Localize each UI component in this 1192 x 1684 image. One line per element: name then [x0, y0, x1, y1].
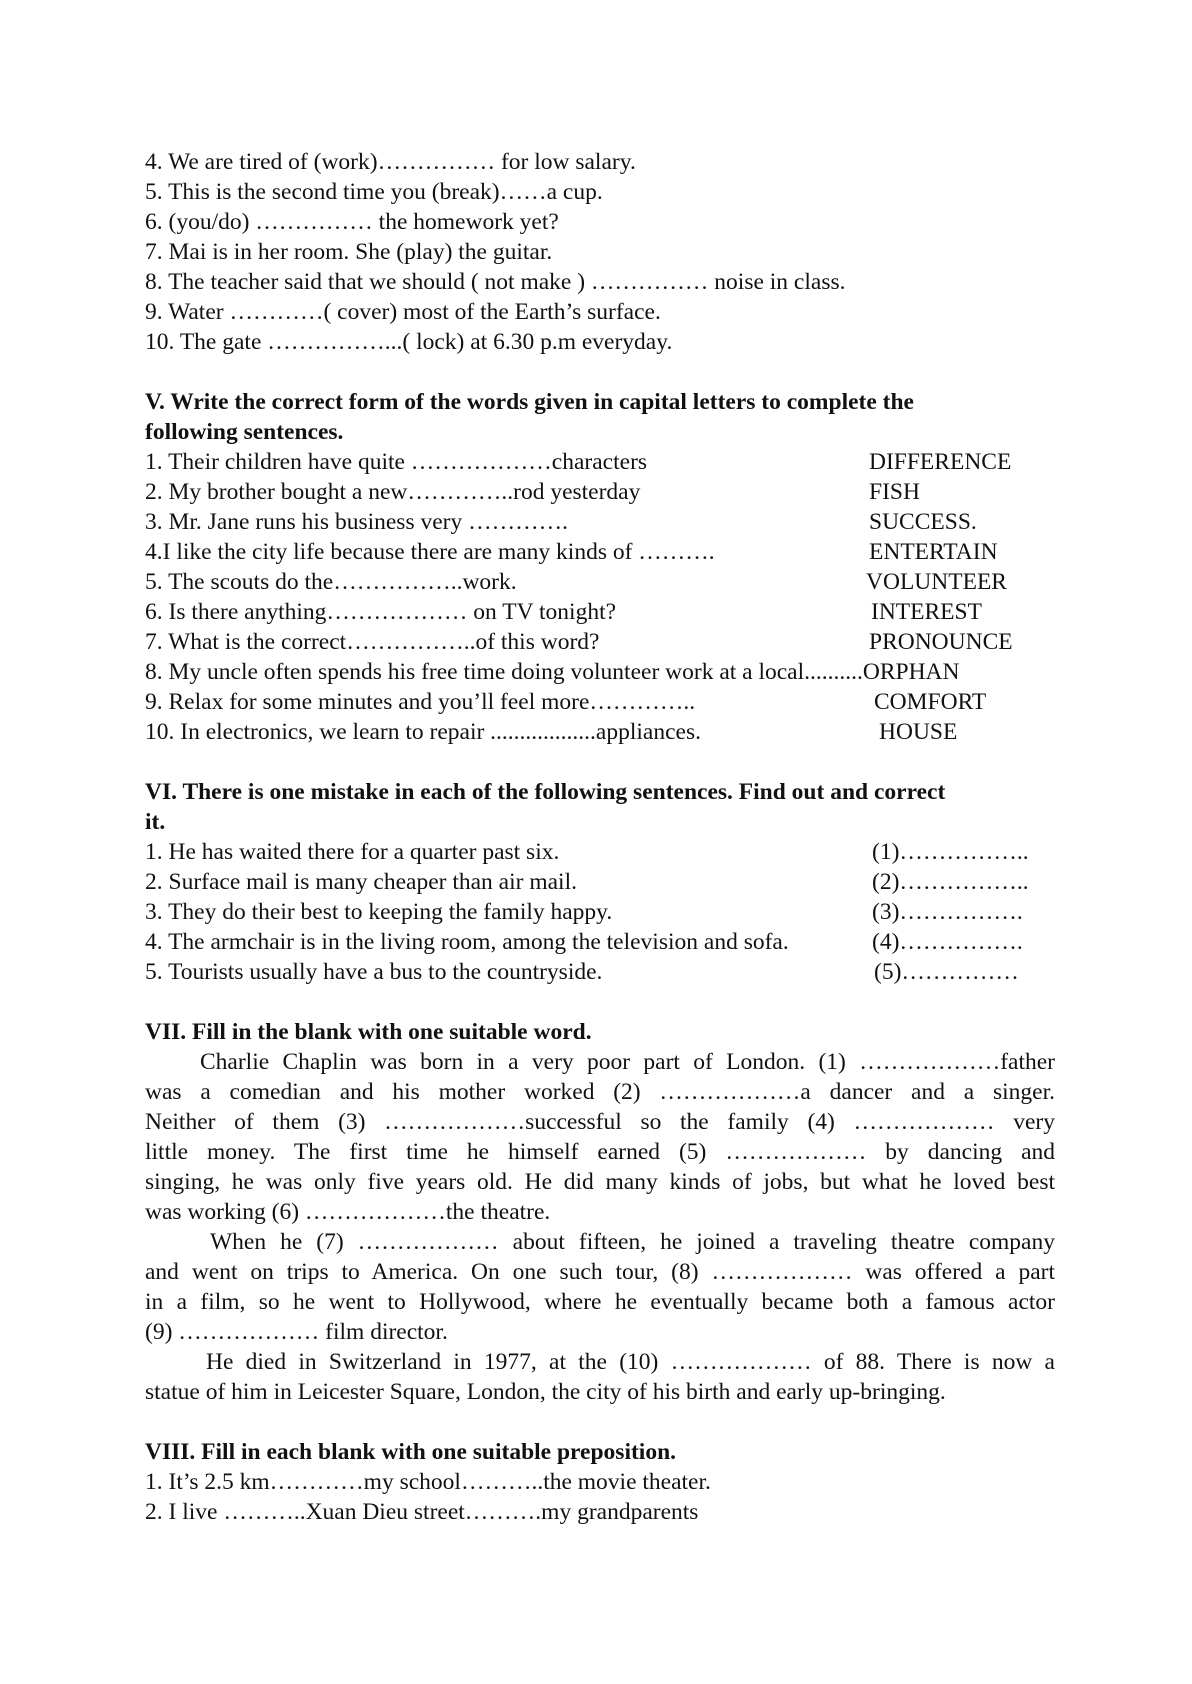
- question-7: 7. Mai is in her room. She (play) the guitar.: [145, 239, 553, 265]
- passage-line: singing, he was only five years old. He did many kinds of jobs, but what he loved best: [145, 1169, 1055, 1195]
- question-5: 5. This is the second time you (break)……a cup.: [145, 179, 603, 205]
- mistake-item: [145, 897, 1055, 927]
- item-text: 6. Is there anything……………… on TV tonight?: [145, 599, 617, 625]
- item-text: 2. My brother bought a new…………..rod yesterday: [145, 479, 641, 505]
- capital-word: INTEREST: [871, 599, 982, 625]
- word-form-item: [145, 507, 1055, 537]
- word-form-item: [145, 687, 1055, 717]
- passage-line: was a comedian and his mother worked (2) ………………a dancer and a singer.: [145, 1079, 1055, 1105]
- item-text: 4.I like the city life because there are many kinds of ……….: [145, 539, 715, 565]
- word-form-item: [145, 627, 1055, 657]
- item-text: 2. Surface mail is many cheaper than air mail.: [145, 869, 577, 895]
- word-form-item: [145, 447, 1055, 477]
- question-10: 10. The gate ……………...( lock) at 6.30 p.m everyday.: [145, 329, 673, 355]
- question-4: 4. We are tired of (work)…………… for low salary.: [145, 149, 636, 175]
- item-text: 3. Mr. Jane runs his business very ………….: [145, 509, 568, 535]
- question-6: 6. (you/do) …………… the homework yet?: [145, 209, 559, 235]
- capital-word: FISH: [869, 479, 920, 505]
- mistake-item: [145, 867, 1055, 897]
- mistake-item: [145, 837, 1055, 867]
- passage-line: statue of him in Leicester Square, London, the city of his birth and early up-bringing.: [145, 1379, 946, 1405]
- preposition-item: 2. I live ………..Xuan Dieu street……….my grandparents: [145, 1499, 699, 1525]
- passage-line: in a film, so he went to Hollywood, where he eventually became both a famous actor: [145, 1289, 1055, 1315]
- passage-line: and went on trips to America. On one such tour, (8) ……………… was offered a part: [145, 1259, 1055, 1285]
- item-text: 1. He has waited there for a quarter past six.: [145, 839, 560, 865]
- passage-line: Neither of them (3) ………………successful so the family (4) ……………… very: [145, 1109, 1055, 1135]
- word-form-item: [145, 537, 1055, 567]
- item-text: 1. Their children have quite ………………characters: [145, 449, 648, 475]
- section-viii-heading: VIII. Fill in each blank with one suitable preposition.: [145, 1439, 677, 1465]
- item-text: 7. What is the correct……………..of this word?: [145, 629, 600, 655]
- passage-line: was working (6) ………………the theatre.: [145, 1199, 551, 1225]
- answer-blank: (5)……………: [874, 959, 1019, 985]
- item-text: 5. The scouts do the……………..work.: [145, 569, 517, 595]
- item-text: 9. Relax for some minutes and you’ll feel more…………..: [145, 689, 696, 715]
- capital-word: PRONOUNCE: [869, 629, 1013, 655]
- mistake-item: [145, 927, 1055, 957]
- word-form-item: [145, 567, 1055, 597]
- word-form-item: [145, 657, 1055, 687]
- answer-blank: (1)……………..: [872, 839, 1029, 865]
- question-8: 8. The teacher said that we should ( not make ) …………… noise in class.: [145, 269, 846, 295]
- passage-line: Charlie Chaplin was born in a very poor part of London. (1) ………………father: [200, 1049, 1055, 1075]
- word-form-item: [145, 597, 1055, 627]
- answer-blank: (3)…………….: [872, 899, 1023, 925]
- section-v-heading-cont: following sentences.: [145, 419, 344, 445]
- passage-line: He died in Switzerland in 1977, at the (10) ……………… of 88. There is now a: [206, 1349, 1055, 1375]
- answer-blank: (4)…………….: [872, 929, 1023, 955]
- preposition-item: 1. It’s 2.5 km…………my school………..the movie theater.: [145, 1469, 711, 1495]
- section-vi-heading-cont: it.: [145, 809, 166, 835]
- word-form-item: [145, 477, 1055, 507]
- capital-word: VOLUNTEER: [866, 569, 1007, 595]
- word-form-item: [145, 717, 1055, 747]
- passage-line: (9) ……………… film director.: [145, 1319, 448, 1345]
- item-text: 4. The armchair is in the living room, among the television and sofa.: [145, 929, 789, 955]
- capital-word: SUCCESS.: [869, 509, 977, 535]
- section-vi-heading: VI. There is one mistake in each of the following sentences. Find out and correct: [145, 779, 946, 805]
- capital-word: DIFFERENCE: [869, 449, 1012, 475]
- capital-word: ENTERTAIN: [869, 539, 998, 565]
- passage-line: little money. The first time he himself earned (5) ……………… by dancing and: [145, 1139, 1055, 1165]
- capital-word: COMFORT: [874, 689, 987, 715]
- question-9: 9. Water …………( cover) most of the Earth’s surface.: [145, 299, 661, 325]
- passage-line: When he (7) ……………… about fifteen, he joined a traveling theatre company: [210, 1229, 1055, 1255]
- item-text: 10. In electronics, we learn to repair ..................appliances.: [145, 719, 701, 745]
- capital-word: HOUSE: [879, 719, 958, 745]
- item-text: 3. They do their best to keeping the family happy.: [145, 899, 613, 925]
- mistake-item: [145, 957, 1055, 987]
- section-v-heading: V. Write the correct form of the words given in capital letters to complete the: [145, 389, 914, 415]
- item-text: 8. My uncle often spends his free time doing volunteer work at a local..........ORPHAN: [145, 659, 960, 685]
- section-vii-heading: VII. Fill in the blank with one suitable word.: [145, 1019, 592, 1045]
- item-text: 5. Tourists usually have a bus to the countryside.: [145, 959, 603, 985]
- answer-blank: (2)……………..: [872, 869, 1029, 895]
